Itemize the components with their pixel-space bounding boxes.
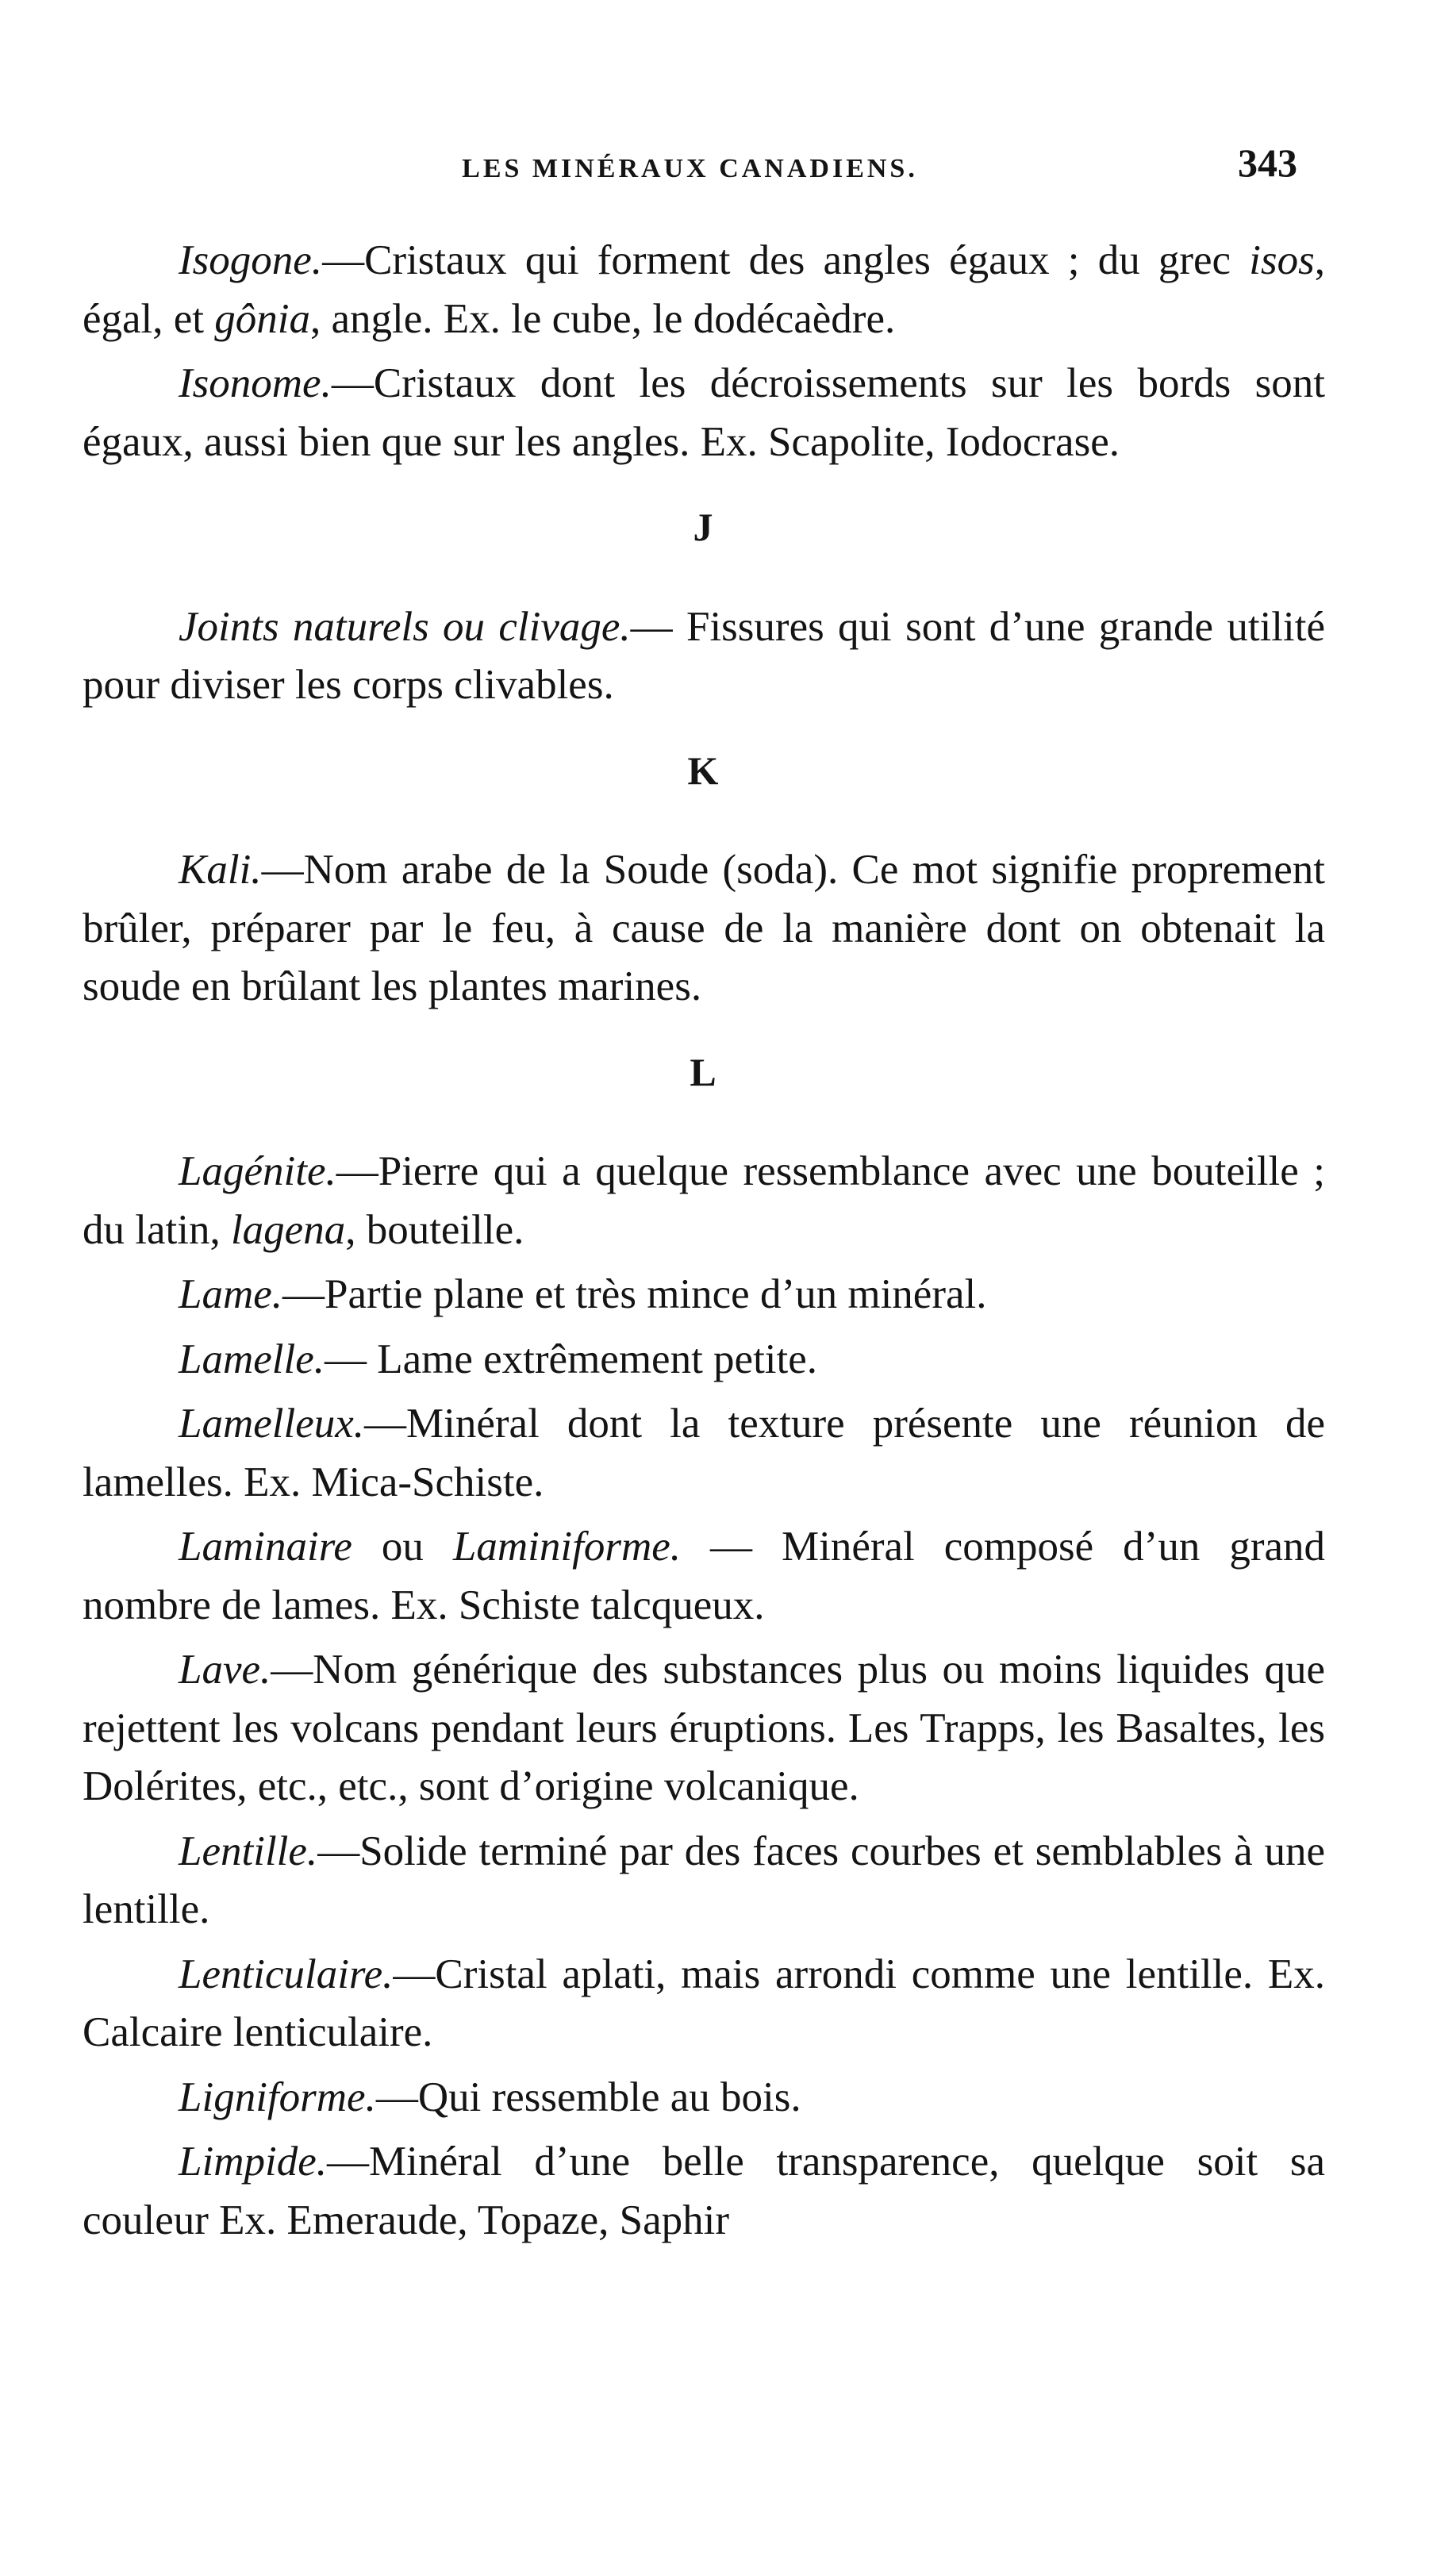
entry-term: Laminiforme. (452, 1524, 681, 1570)
page-header (83, 140, 1297, 203)
entry-lamelle: Lamelle.— Lame extrêmement petite. (179, 1336, 818, 1382)
entry-term: Isonome. (179, 360, 332, 406)
entry-laminaire: Laminaire ou Laminiforme. — Minéral composé d’un grand nombre de lames. Ex. Schiste talcqueux. (83, 1524, 1325, 1628)
entry-term: Lenticulaire. (179, 1951, 394, 1997)
entry-definition: Nom arabe de la Soude (soda). Ce mot signifie proprement brûler, préparer par le feu, à cause de la manière dont on obtenait la soude en brûlant les plantes marines. (83, 847, 1325, 1009)
entry-term: Kali. (179, 847, 262, 893)
entry-isogone: Isogone.—Cristaux qui forment des angles égaux ; du grec isos, égal, et gônia, angle. Ex. le cube, le dodécaèdre. (83, 237, 1325, 342)
entry-term: Ligniforme. (179, 2074, 376, 2120)
entry-definition: Qui ressemble au bois. (417, 2074, 801, 2120)
section-heading-l: L (690, 1049, 718, 1094)
entry-definition: Minéral composé d’un grand nombre de lames. Ex. Schiste talcqueux. (83, 1524, 1325, 1628)
entry-definition: Minéral dont la texture présente une réunion de lamelles. Ex. Mica-Schiste. (83, 1401, 1325, 1505)
entry-term: Isogone. (179, 237, 323, 283)
entry-lenticulaire: Lenticulaire.—Cristal aplati, mais arrondi comme une lentille. Ex. Calcaire lenticulaire. (83, 1951, 1325, 2055)
entry-definition: Lame extrêmement petite. (367, 1336, 818, 1382)
entry-term: Lame. (179, 1271, 283, 1317)
glossary-body (83, 232, 1325, 2256)
entry-lagenite: Lagénite.—Pierre qui a quelque ressemblance avec une bouteille ; du latin, lagena, bouteille. (83, 1148, 1325, 1253)
entry-term: Joints naturels ou clivage. (179, 603, 631, 650)
entry-definition: Fissures qui sont d’une grande utilité pour diviser les corps clivables. (83, 603, 1325, 708)
running-title: LES MINÉRAUX CANADIENS. (462, 154, 918, 183)
entry-term: Lave. (179, 1647, 271, 1693)
entry-definition: Nom générique des substances plus ou moins liquides que rejettent les volcans pendant leurs éruptions. Les Trapps, les Basaltes, les Dolérites, etc., etc., sont d’origine volcanique. (83, 1647, 1325, 1809)
entry-definition: Minéral d’une belle transparence, quelque soit sa couleur Ex. Emeraude, Topaze, Saphir (83, 2139, 1325, 2243)
entry-lame: Lame.—Partie plane et très mince d’un minéral. (179, 1271, 987, 1317)
entry-term: Limpide. (179, 2139, 327, 2185)
page-number: 343 (1238, 140, 1297, 185)
entry-lamelleux: Lamelleux.—Minéral dont la texture présente une réunion de lamelles. Ex. Mica-Schiste. (83, 1401, 1325, 1505)
entry-definition: Solide terminé par des faces courbes et semblables à une lentille. (83, 1828, 1325, 1932)
entry-lentille: Lentille.—Solide terminé par des faces courbes et semblables à une lentille. (83, 1828, 1325, 1932)
entry-term: Lentille. (179, 1828, 318, 1874)
entry-lave: Lave.—Nom générique des substances plus ou moins liquides que rejettent les volcans pendant leurs éruptions. Les Trapps, les Basaltes, les Dolérites, etc., etc., sont d’origine volcanique. (83, 1647, 1325, 1809)
entry-term: Lamelle. (179, 1336, 325, 1382)
section-heading-k: K (687, 748, 720, 793)
entry-term: Lamelleux. (179, 1401, 365, 1447)
entry-definition: Cristal aplati, mais arrondi comme une lentille. Ex. Calcaire lenticulaire. (83, 1951, 1325, 2055)
entry-ligniforme: Ligniforme.—Qui ressemble au bois. (179, 2074, 801, 2120)
entry-definition: Partie plane et très mince d’un minéral. (325, 1271, 987, 1317)
entry-term: Laminaire (179, 1524, 352, 1570)
section-heading-j: J (693, 505, 715, 549)
entry-joints-naturels: Joints naturels ou clivage.— Fissures qui sont d’une grande utilité pour diviser les corps clivables. (83, 603, 1325, 708)
entry-term: Lagénite. (179, 1148, 336, 1194)
entry-isonome: Isonome.—Cristaux dont les décroissements sur les bords sont égaux, aussi bien que sur les angles. Ex. Scapolite, Iodocrase. (83, 360, 1325, 465)
entry-kali: Kali.—Nom arabe de la Soude (soda). Ce mot signifie proprement brûler, préparer par le feu, à cause de la manière dont on obtenait la soude en brûlant les plantes marines. (83, 847, 1325, 1009)
entry-limpide: Limpide.—Minéral d’une belle transparence, quelque soit sa couleur Ex. Emeraude, Topaze, Saphir (83, 2139, 1325, 2243)
entry-definition: Cristaux dont les décroissements sur les bords sont égaux, aussi bien que sur les angles. Ex. Scapolite, Iodocrase. (83, 360, 1325, 465)
